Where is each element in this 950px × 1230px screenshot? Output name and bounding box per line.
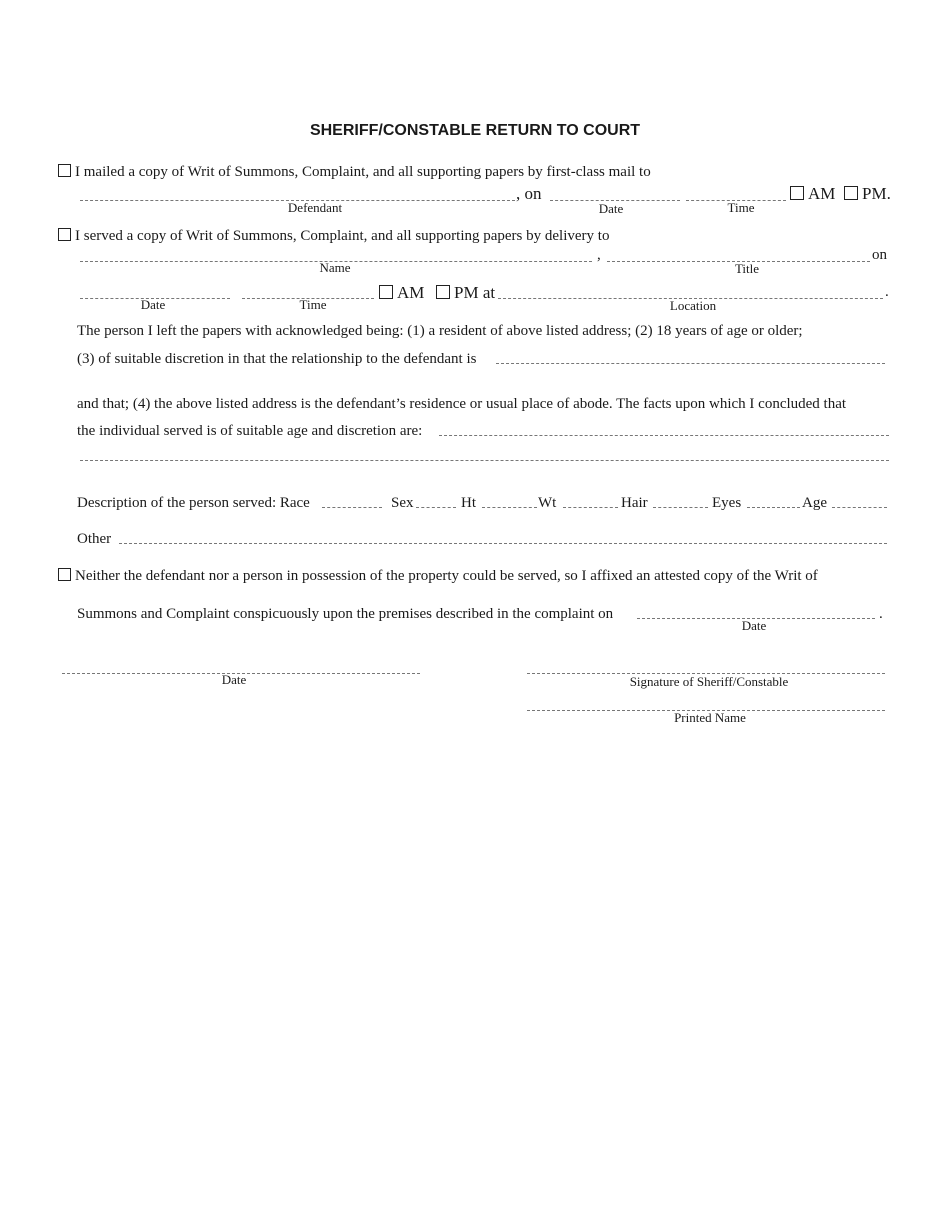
mail-am-option [790,184,835,204]
delivery-pm-at-label: PM at [454,283,496,302]
eyes-label: Eyes [712,495,742,511]
delivery-pm-option [436,283,495,303]
mail-am-checkbox[interactable] [790,186,804,200]
age-label: Age [802,495,827,511]
delivery-comma: , [597,247,601,263]
facts-line-2: the individual served is of suitable age and discretion are: [77,423,423,439]
location-caption: Location [669,298,717,313]
mail-am-label: AM [808,184,836,203]
delivery-am-checkbox[interactable] [379,285,393,299]
race-field[interactable] [322,507,382,508]
other-field[interactable] [119,543,887,544]
delivery-option-text: I served a copy of Writ of Summons, Complaint, and all supporting papers by delivery to [75,228,610,244]
mail-checkbox[interactable] [58,164,71,177]
weight-field[interactable] [563,507,618,508]
printed-name-caption: Printed Name [674,710,746,725]
mail-on-label: , on [516,184,542,203]
sex-label: Sex [391,495,414,511]
facts-continuation-field[interactable] [80,460,889,461]
signature-date-caption: Date [221,672,247,687]
sex-field[interactable] [416,507,456,508]
posting-checkbox[interactable] [58,568,71,581]
height-label: Ht [461,495,476,511]
weight-label: Wt [538,495,557,511]
mail-date-caption: Date [598,201,624,216]
defendant-caption: Defendant [287,200,343,215]
posting-option [58,567,818,585]
mail-option [58,163,651,181]
mail-time-caption: Time [727,200,755,215]
acknowledgement-line-2: (3) of suitable discretion in that the relationship to the defendant is [77,351,477,367]
title-caption: Title [734,261,760,276]
mail-option-text: I mailed a copy of Writ of Summons, Complaint, and all supporting papers by first-class mail to [75,164,651,180]
delivery-am-option [379,283,424,303]
eyes-field[interactable] [747,507,800,508]
acknowledgement-line-1: The person I left the papers with acknowledged being: (1) a resident of above listed address; (2) 18 years of age or older; [77,323,803,339]
posting-line-1: Neither the defendant nor a person in possession of the property could be served, so I affixed an attested copy of the Writ of [75,568,818,584]
mail-pm-label: PM. [862,184,891,203]
height-field[interactable] [482,507,537,508]
signature-caption: Signature of Sheriff/Constable [629,674,789,689]
facts-field[interactable] [439,435,889,436]
delivery-date-caption: Date [140,297,166,312]
posting-period: . [879,606,883,622]
delivery-am-label: AM [397,283,425,302]
age-field[interactable] [832,507,887,508]
posting-date-caption: Date [741,618,767,633]
facts-line-1: and that; (4) the above listed address is the defendant’s residence or usual place of abode. The facts upon which I concluded that [77,396,847,412]
mail-pm-option [844,184,891,204]
description-label: Description of the person served: Race [77,495,310,511]
hair-field[interactable] [653,507,708,508]
delivery-option [58,227,609,245]
delivery-checkbox[interactable] [58,228,71,241]
delivery-time-caption: Time [299,297,327,312]
delivery-pm-checkbox[interactable] [436,285,450,299]
mail-pm-checkbox[interactable] [844,186,858,200]
form-title: SHERIFF/CONSTABLE RETURN TO COURT [309,122,641,139]
name-caption: Name [319,260,351,275]
delivery-period: . [885,284,889,300]
hair-label: Hair [621,495,648,511]
posting-line-2: Summons and Complaint conspicuously upon the premises described in the complaint on [77,606,614,622]
delivery-on-label: on [872,247,887,263]
relationship-field[interactable] [496,363,885,364]
other-label: Other [77,531,112,547]
